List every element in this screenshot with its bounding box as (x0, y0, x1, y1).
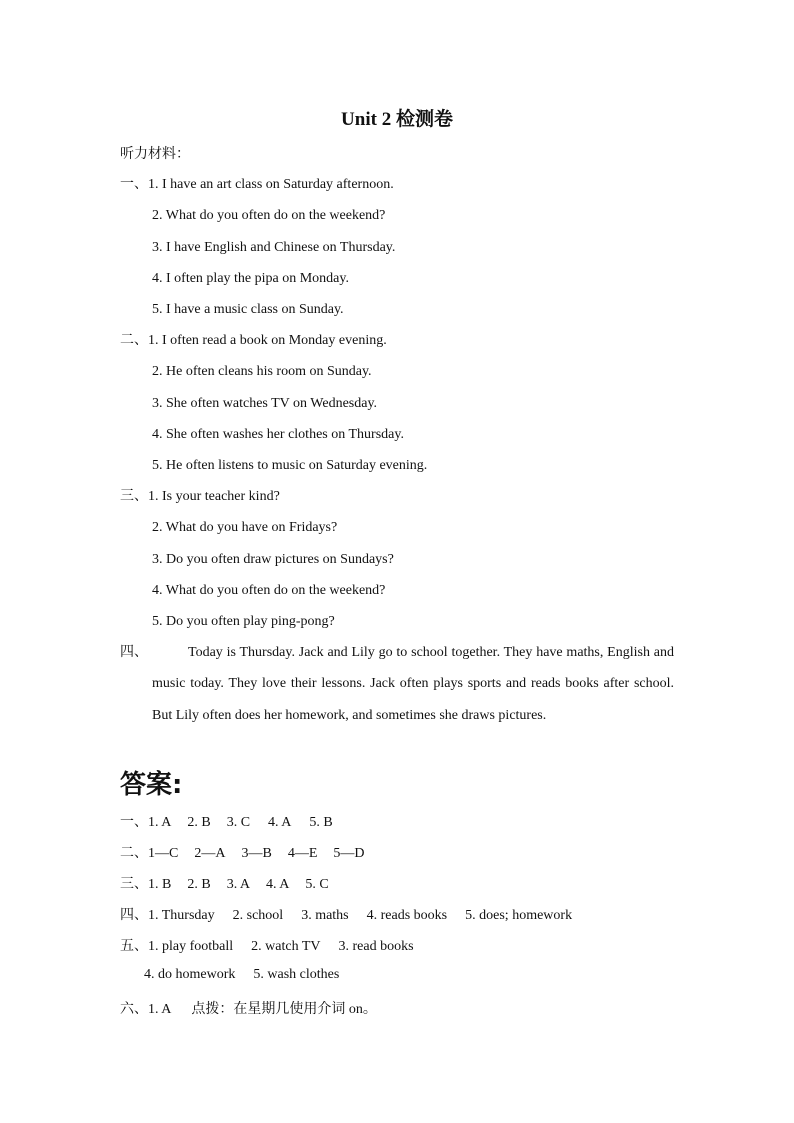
section-1-item-1 (120, 176, 394, 194)
section-3-item-2: 2. What do you have on Fridays? (152, 520, 338, 535)
answer-row-5-continued (144, 967, 339, 983)
answer: 2. watch TV (251, 939, 321, 954)
section-4-label: 四、 (120, 645, 148, 660)
answer: 3. read books (338, 939, 414, 954)
answer-row-6 (120, 998, 377, 1018)
section-2-item-1 (120, 332, 387, 350)
section-3-item-1 (120, 488, 280, 506)
answer: 5—D (333, 846, 365, 861)
answer: 5. C (305, 877, 329, 892)
section-1-item-4: 4. I often play the pipa on Monday. (152, 271, 349, 286)
answer: 2. B (187, 877, 211, 892)
section-3-item-3: 3. Do you often draw pictures on Sundays? (152, 552, 394, 567)
answer: 4—E (287, 846, 318, 861)
answer: 5. does; homework (465, 908, 573, 923)
answer: 1. Thursday (148, 908, 215, 923)
answer-label: 三、 (120, 877, 148, 892)
answer-row-3 (120, 873, 329, 893)
answer-hint: 点拨：在星期几使用介词 on。 (191, 1002, 377, 1017)
answer: 2. school (232, 908, 284, 923)
section-2-item-3: 3. She often watches TV on Wednesday. (152, 396, 378, 411)
page-title: Unit 2 检测卷 (341, 109, 453, 130)
section-label: 一、 (120, 177, 148, 192)
answer: 1—C (148, 846, 179, 861)
sentence: 1. I have an art class on Saturday afternoon. (148, 177, 394, 192)
section-1-item-5: 5. I have a music class on Sunday. (152, 302, 344, 317)
section-label: 三、 (120, 489, 148, 504)
answer-row-4 (120, 904, 572, 924)
section-1-item-2: 2. What do you often do on the weekend? (152, 208, 386, 223)
answer: 3—B (241, 846, 272, 861)
section-4-passage: Today is Thursday. Jack and Lily go to school together. They have maths, English and music today. They love their lessons. Jack often plays sports and reads books after school. But Lily often does her homework, and sometimes she draws pictures. (152, 645, 674, 723)
answer-label: 六、 (120, 1002, 148, 1017)
section-2-item-2: 2. He often cleans his room on Sunday. (152, 364, 372, 379)
answer: 2. B (187, 815, 211, 830)
answer: 4. reads books (366, 908, 448, 923)
sentence: 1. I often read a book on Monday evening. (148, 333, 387, 348)
answer-label: 四、 (120, 908, 148, 923)
answer: 4. A (266, 877, 290, 892)
section-1-item-3: 3. I have English and Chinese on Thursday. (152, 240, 396, 255)
answer: 3. C (226, 815, 251, 830)
answer-row-2 (120, 842, 365, 862)
answer: 1. A (148, 815, 172, 830)
answer: 2—A (194, 846, 226, 861)
section-2-item-4: 4. She often washes her clothes on Thursday. (152, 427, 404, 442)
answers-heading: 答案: (120, 770, 183, 800)
listening-heading: 听力材料： (120, 147, 190, 162)
answer: 5. B (309, 815, 333, 830)
answer: 1. play football (148, 939, 234, 954)
answer: 1. A (148, 1002, 172, 1017)
answer-label: 二、 (120, 846, 148, 861)
sentence: 1. Is your teacher kind? (148, 489, 280, 504)
answer: 1. B (148, 877, 172, 892)
section-3-item-4: 4. What do you often do on the weekend? (152, 583, 386, 598)
answer-label: 一、 (120, 815, 148, 830)
answer-label: 五、 (120, 939, 148, 954)
section-label: 二、 (120, 333, 148, 348)
answer-row-1 (120, 811, 333, 831)
answer: 4. do homework (144, 967, 236, 982)
section-3-item-5: 5. Do you often play ping-pong? (152, 614, 335, 629)
section-2-item-5: 5. He often listens to music on Saturday evening. (152, 458, 428, 473)
answer: 5. wash clothes (253, 967, 340, 982)
answer: 3. maths (301, 908, 349, 923)
answer: 4. A (268, 815, 292, 830)
answer: 3. A (226, 877, 251, 892)
answer-row-5 (120, 935, 414, 955)
